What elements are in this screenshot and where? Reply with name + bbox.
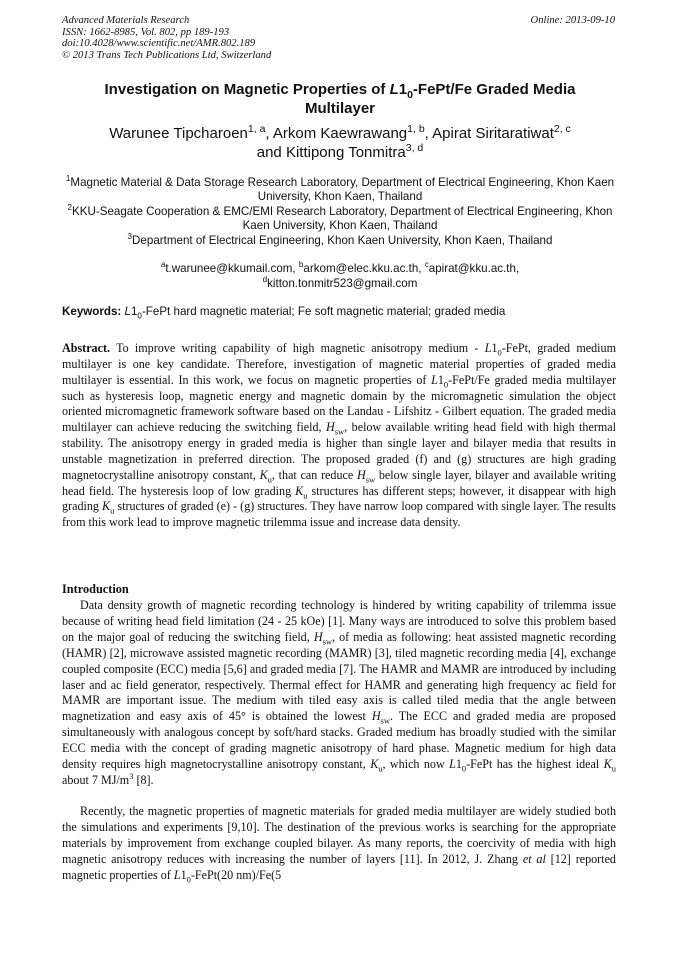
abstract (62, 341, 616, 531)
keywords: Keywords: $L1_0$-FePt hard magnetic material; Fe soft magnetic material; graded media (62, 305, 506, 321)
journal-name: Advanced Materials Research (62, 15, 190, 26)
issn-line: ISSN: 1662-8985, Vol. 802, pp 189-193 (62, 26, 230, 38)
intro-paragraph: Recently, the magnetic properties of magnetic materials for graded media multilayer are widely studied both the simulations and experiments [9,10]. The destination of the previous works is searching for the appropriate materials by improvement from exchange coupled bilayer. As many reports, the coercivity of media with high magnetic anisotropy reduces with increasing the number of layers [11]. In 2012, J. Zhang et al [12] reported magnetic properties of $L1_0-FePt(20$ nm)/Fe(5 (62, 803, 616, 884)
intro-paragraph: Data density growth of magnetic recording technology is hindered by writing capability of trilemma issue because of writing head field limitation (24 - 25 kOe) [1]. Many ways are introduced to solve this problem based on the major goal of reducing the switching field, $H_{sw}$, of media as following: heat assisted magnetic recording (HAMR) [2], microwave assisted magnetic recording (MAMR) [3], tiled magnetic recording media [4], exchange coupled composite (ECC) media [5,6] and graded media [7]. The HAMR and MAMR are introduced by including laser and ac field generator, respectively. Thermal effect for HAMR and generating high frequency ac field for MAMR are important issue. The medium with tiled easy axis is called tiled media that the angle between magnetization and easy axis of 45° is obtained the lowest $H_{sw}$. The ECC and graded media are proposed simultaneously with analogous concept by soft/hard stacks. Graded medium has broadly studied with the similar ECC media with the concept of grading magnetic anisotropy of hard phase. Magnetic medium for high data density requires high magnetocrystalline anisotropy constant, $K_u$, which now $L1_0$-FePt has the highest ideal $K_u$ about 7 $MJ/m^3$ [8]. (62, 598, 617, 787)
abstract-text: Abstract. To improve writing capability of high magnetic anisotropy medium - $L1_0$-FePt, graded medium multilayer is one key candidate. Therefore, investigation of magnetic material properties of graded media multilayer is essential. In this work, we focus on magnetic properties of $L1_0-FePt/Fe$ graded media multilayer such as hysteresis loop, magnetic energy and magnetic domain by the micromagnetic simulation the object oriented micromagnetic framework software based on the Landau - Lifshitz - Gilbert equation. The graded media multilayer can achieve reducing the switching field, $H_{sw}$, below available writing head field with high thermal stability. The anisotropy energy in graded media is higher than single layer and bilayer media that results in unstable magnetization in preferred direction. The proposed graded (f) and (g) structures are high grading magnetocrystalline anisotropy constant, $K_u$, that can reduce $H_{sw}$ below single layer, bilayer and available writing head field. The hysteresis loop of low grading $K_u$ structures has different steps; however, it disappear with high grading $K_u$ structures of graded (e) - (g) structures. They have narrow loop compared with single layer. The results from this work lead to improve magnetic trilemma issue and increase data density. (62, 341, 617, 530)
affiliation-2: $^2$KKU-Seagate Cooperation & EMC/EMI Research Laboratory, Department of Electrical Engineering, Khon Kaen University, Khon Kaen, Thailand (67, 202, 613, 233)
affiliations (62, 176, 618, 248)
author-list: Warunee Tipcharoen$^{1, a}$, Arkom Kaewrawang$^{1, b}$, Apirat Siritaratiwat$^{2, c}$ and Kittipong Tonmitra$^{3, d}$ (109, 123, 571, 161)
online-date: Online: 2013-09-10 (530, 15, 615, 26)
email-list[interactable]: $^a$t.warunee@kkumail.com, $^b$arkom@elec.kku.ac.th, $^c$apirat@kku.ac.th, $^d$kitton.tonmitr523@gmail.com (160, 260, 520, 290)
affiliation-1: $^1$Magnetic Material & Data Storage Research Laboratory, Department of Electrical Engineering, Khon Kaen University, Khon Kaen, Thailand (65, 174, 615, 204)
copyright-line: © 2013 Trans Tech Publications Ltd, Switzerland (62, 49, 272, 61)
doi-line[interactable]: doi:10.4028/www.scientific.net/AMR.802.189 (62, 38, 256, 50)
affiliation-3: $^3$Department of Electrical Engineering, Khon Kaen University, Khon Kaen, Thailand (127, 231, 553, 247)
introduction-body (62, 598, 616, 883)
section-heading-introduction: Introduction (62, 582, 129, 596)
journal-header (62, 15, 271, 61)
paper-title: Investigation on Magnetic Properties of $L1_0-FePt/Fe$ Graded Media Multilayer (104, 81, 576, 117)
author-emails (62, 262, 618, 291)
